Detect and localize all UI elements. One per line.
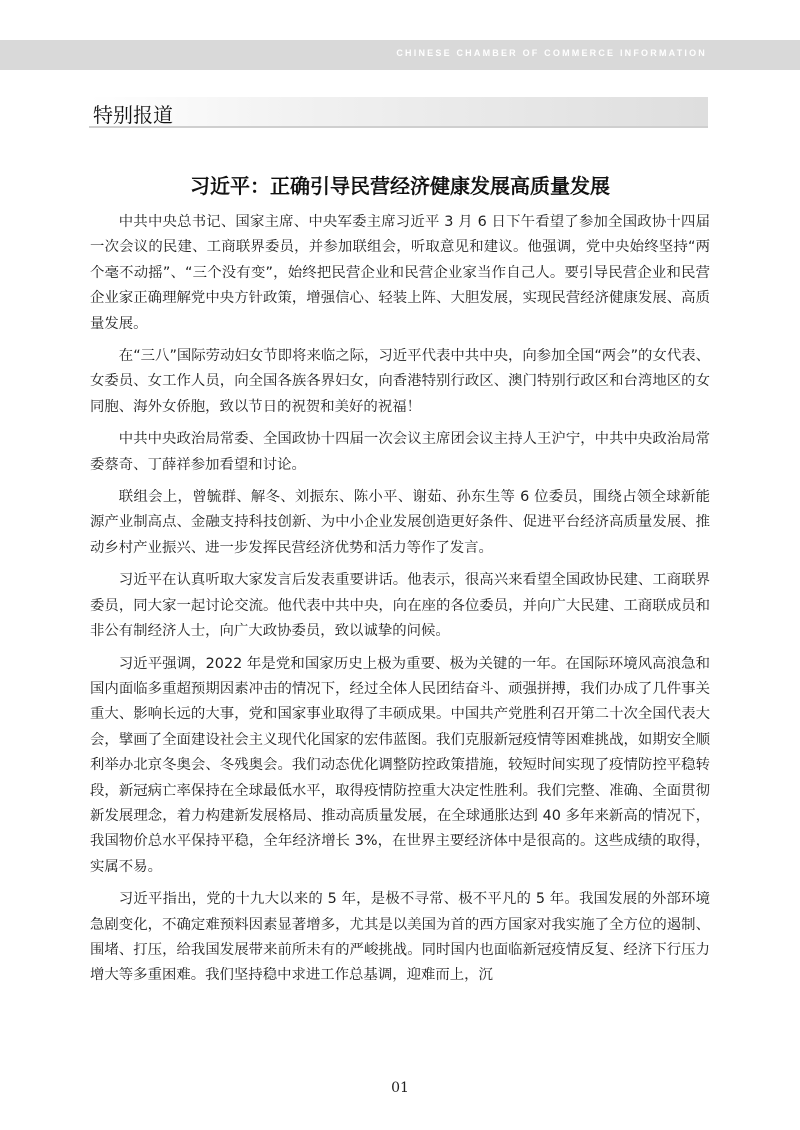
section-label: 特别报道 (93, 103, 173, 127)
article-body (90, 210, 710, 996)
header-band (0, 40, 800, 70)
paragraph: 在“三八”国际劳动妇女节即将来临之际，习近平代表中共中央，向参加全国“两会”的女代表、女委员、女工作人员，向全国各族各界妇女，向香港特别行政区、澳门特别行政区和台湾地区的女同胞、海外女侨胞，致以节日的祝贺和美好的祝福！ (90, 348, 710, 415)
article-title: 习近平：正确引导民营经济健康发展高质量发展 (190, 174, 610, 198)
page-number: 01 (391, 1080, 409, 1096)
running-title: CHINESE CHAMBER OF COMMERCE INFORMATION (396, 48, 707, 58)
paragraph: 中共中央总书记、国家主席、中央军委主席习近平 3 月 6 日下午看望了参加全国政协十四届一次会议的民建、工商联界委员，并参加联组会，听取意见和建议。他强调，党中央始终坚持“两个毫不动摇”、“三个没有变”，始终把民营企业和民营企业家当作自己人。要引导民营企业和民营企业家正确理解党中央方针政策，增强信心、轻装上阵、大胆发展，实现民营经济健康发展、高质量发展。 (90, 214, 710, 332)
paragraph: 习近平强调，2022 年是党和国家历史上极为重要、极为关键的一年。在国际环境风高浪急和国内面临多重超预期因素冲击的情况下，经过全体人民团结奋斗、顽强拼搏，我们办成了几件事关重大、影响长远的大事，党和国家事业取得了丰硕成果。中国共产党胜利召开第二十次全国代表大会，擘画了全面建设社会主义现代化国家的宏伟蓝图。我们克服新冠疫情等困难挑战，如期安全顺利举办北京冬奥会、冬残奥会。我们动态优化调整防控政策措施，较短时间实现了疫情防控平稳转段，新冠病亡率保持在全球最低水平，取得疫情防控重大决定性胜利。我们完整、准确、全面贯彻新发展理念，着力构建新发展格局、推动高质量发展，在全球通胀达到 40 多年来新高的情况下，我国物价总水平保持平稳，全年经济增长 3%，在世界主要经济体中是很高的。这些成绩的取得，实属不易。 (90, 655, 710, 875)
paragraph: 中共中央政治局常委、全国政协十四届一次会议主席团会议主持人王沪宁，中共中央政治局常委蔡奇、丁薛祥参加看望和讨论。 (90, 431, 710, 473)
paragraph: 习近平指出，党的十九大以来的 5 年，是极不寻常、极不平凡的 5 年。我国发展的外部环境急剧变化，不确定难预料因素显著增多，尤其是以美国为首的西方国家对我实施了全方位的遏制、围堵、打压，给我国发展带来前所未有的严峻挑战。同时国内也面临新冠疫情反复、经济下行压力增大等多重困难。我们坚持稳中求进工作总基调，迎难而上，沉 (90, 891, 710, 984)
paragraph: 习近平在认真听取大家发言后发表重要讲话。他表示，很高兴来看望全国政协民建、工商联界委员，同大家一起讨论交流。他代表中共中央，向在座的各位委员，并向广大民建、工商联成员和非公有制经济人士，向广大政协委员，致以诚挚的问候。 (90, 572, 710, 640)
section-header (89, 97, 708, 128)
paragraph: 联组会上，曾毓群、解冬、刘振东、陈小平、谢茹、孙东生等 6 位委员，围绕占领全球新能源产业制高点、金融支持科技创新、为中小企业发展创造更好条件、促进平台经济高质量发展、推动乡村产业振兴、进一步发挥民营经济优势和活力等作了发言。 (90, 489, 710, 556)
